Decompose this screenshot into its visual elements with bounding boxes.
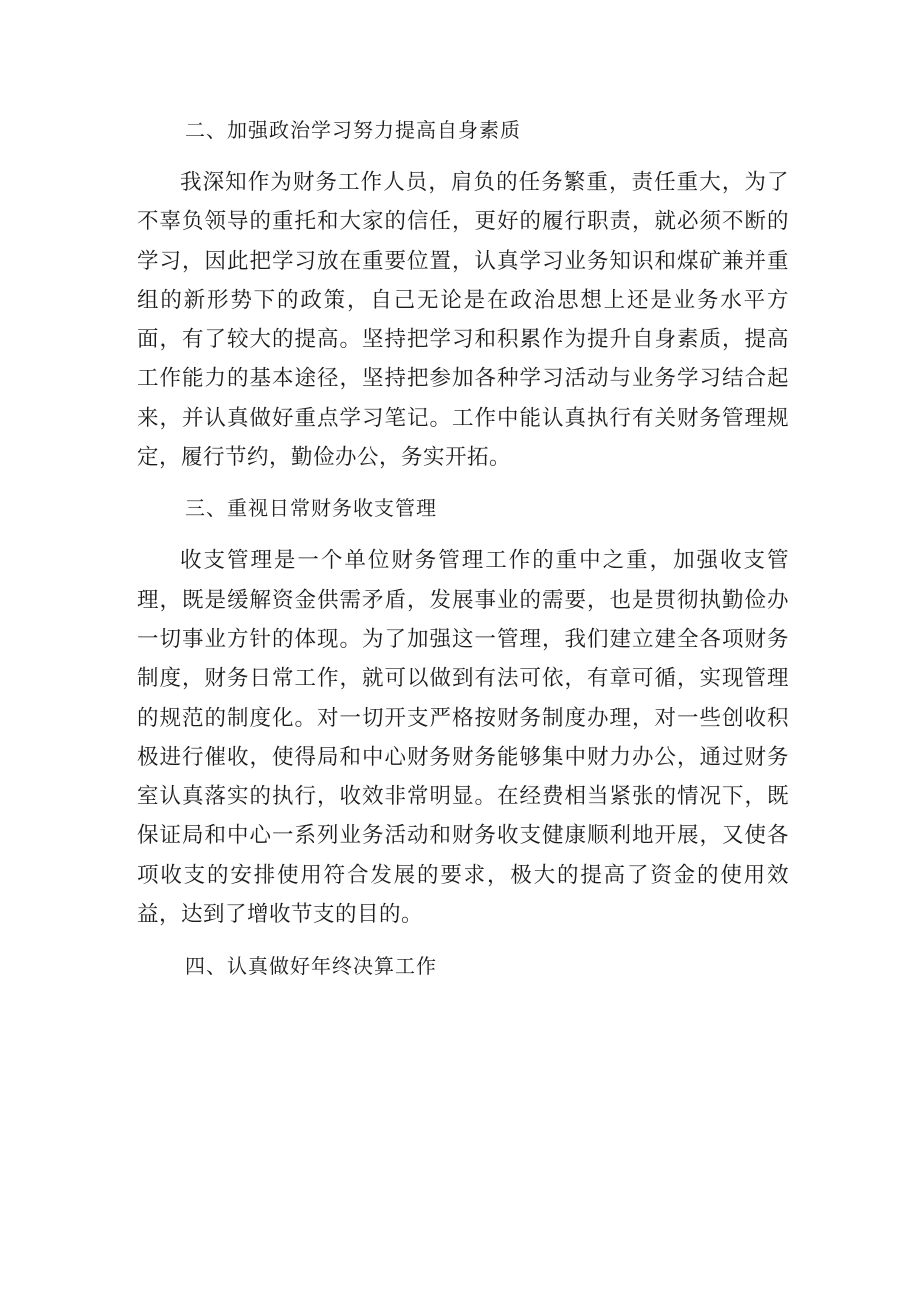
section-heading-3: 三、重视日常财务收支管理 (185, 496, 437, 521)
section-heading-2: 二、加强政治学习努力提高自身素质 (185, 118, 521, 142)
section-paragraph-2: 我深知作为财务工作人员，肩负的任务繁重，责任重大，为了不辜负领导的重托和大家的信任，更好的履行职责，就必须不断的学习，因此把学习放在重要位置，认真学习业务知识和煤矿兼并重组的新形势下的政策，自己无论是在政治思想上还是业务水平方面，有了较大的提高。坚持把学习和积累作为提升自身素质，提高工作能力的基本途径，坚持把参加各种学习活动与业务学习结合起来，并认真做好重点学习笔记。工作中能认真执行有关财务管理规定，履行节约，勤俭办公，务实开拓。 (137, 170, 789, 471)
section-heading-4: 四、认真做好年终决算工作 (185, 954, 437, 979)
document-body (137, 113, 789, 983)
section-paragraph-3: 收支管理是一个单位财务管理工作的重中之重，加强收支管理，既是缓解资金供需矛盾，发展事业的需要，也是贯彻执勤俭办一切事业方针的体现。为了加强这一管理，我们建立建全各项财务制度，财务日常工作，就可以做到有法可依，有章可循，实现管理的规范的制度化。对一切开支严格按财务制度办理，对一些创收积极进行催收，使得局和中心财务财务能够集中财力办公，通过财务室认真落实的执行，收效非常明显。在经费相当紧张的情况下，既保证局和中心一系列业务活动和财务收支健康顺利地开展，又使各项收支的安排使用符合发展的要求，极大的提高了资金的使用效益，达到了增收节支的目的。 (137, 548, 789, 928)
